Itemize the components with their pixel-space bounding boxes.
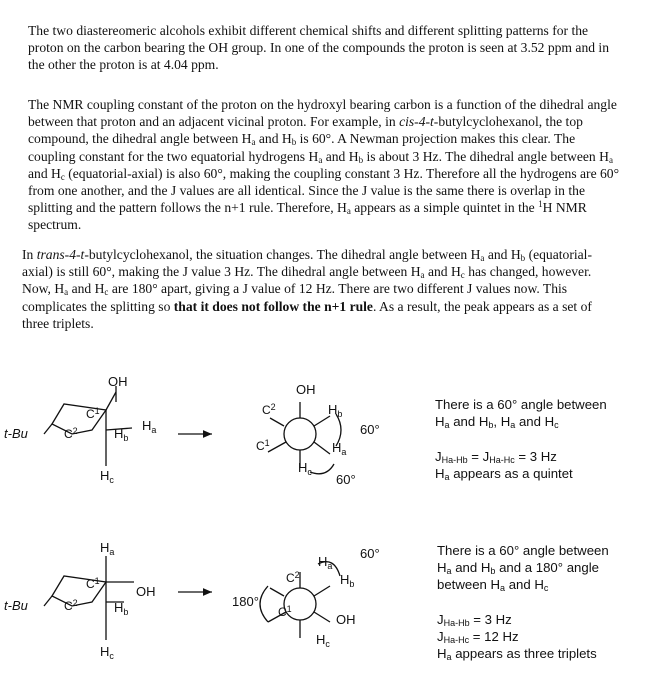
text-run: and H: [484, 247, 521, 262]
hb-label: $H_b$: [114, 426, 129, 443]
text-run: (equatorial-axial) is also 60°, making the coupling constant 3 Hz. Therefore all the hydrogens are 60° from one another, and the J values are all identical. Since the J value is the same there is overlap in the splitting and the pattern follows the n+1 rule. Therefore, H: [28, 165, 620, 216]
c2-label: $C^2$: [262, 402, 276, 417]
subscript: a: [480, 253, 485, 263]
hc-label: $H_c$: [100, 468, 114, 485]
tbu-label: t-Bu: [4, 426, 28, 441]
note-line: $H_a$ and $H_b$ and a 180° angle: [437, 560, 599, 576]
c2-label: $C^2$: [286, 570, 300, 585]
note-line: $H_a$ appears as a quintet: [435, 466, 573, 482]
subscript: a: [318, 154, 323, 165]
bold-emphasis: that it does not follow the n+1 rule: [173, 298, 373, 314]
subscript: a: [251, 137, 256, 148]
oh-label: OH: [296, 382, 316, 397]
trans-chair-labels: [4, 540, 156, 661]
c2-label: $C^2$: [64, 426, 78, 441]
note-line: between $H_a$ and $H_c$: [437, 577, 549, 593]
subscript: c: [60, 171, 65, 182]
trans-compound-name: trans-4-t-: [36, 247, 89, 262]
superscript: 1: [538, 199, 543, 210]
angle-label: 60°: [336, 472, 356, 487]
intro-text: The two diastereomeric alcohols exhibit different chemical shifts and different splitting patterns for the proton on the carbon bearing the OH group. In one of the compounds the proton is seen at 3.52 ppm and in the other the proton is at 4.04 ppm.: [28, 23, 610, 73]
text-run: are 180° apart, giving a J value of 12 Hz. There are two different J values now. This complicates the splitting so: [22, 281, 568, 314]
text-run: butylcyclohexanol, the top compound, the dihedral angle between H: [28, 114, 583, 147]
note-line: $J_{Ha-Hc} = 12$ Hz: [437, 629, 519, 645]
note-line: $J_{Ha-Hb} = J_{Ha-Hc} = 3$ Hz: [435, 449, 557, 465]
ha-label: $H_a$: [100, 540, 115, 557]
c2-label: $C^2$: [64, 598, 78, 613]
text-run: and H: [28, 165, 61, 181]
ha-label: $H_a$: [142, 418, 157, 435]
text-run: is about 3 Hz. The dihedral angle between H: [363, 148, 609, 164]
subscript: a: [64, 287, 69, 298]
c1-label: $C^1$: [256, 438, 270, 453]
trans-summary-note: [437, 542, 649, 662]
c1-label: $C^1$: [278, 604, 292, 619]
hc-label: $H_c$: [316, 632, 330, 649]
oh-label: OH: [136, 584, 156, 599]
angle-label: 60°: [360, 546, 380, 561]
cis-summary-note: [435, 396, 647, 482]
text-run: and H: [255, 131, 292, 147]
text-run: In: [22, 247, 37, 262]
text-run: appears as a simple quintet in the: [350, 200, 539, 216]
cis-compound-name: cis-4-t-: [399, 114, 439, 130]
trans-newman-labels: [232, 546, 380, 649]
note-line: $H_a$ appears as three triplets: [437, 646, 597, 662]
subscript: a: [608, 154, 613, 165]
hb-label: $H_b$: [114, 600, 129, 617]
text-run: (equatorial-axial) is still 60°, making the J value 3 Hz. The dihedral angle between H: [22, 247, 592, 280]
ha-label: $H_a$: [332, 440, 347, 457]
c1-label: $C^1$: [86, 406, 100, 421]
text-run: is 60°. A Newman projection makes this clear. The coupling constant for the two equatorial hydrogens H: [28, 131, 576, 164]
subscript: a: [346, 206, 351, 217]
hc-label: $H_c$: [100, 644, 114, 661]
subscript: b: [358, 154, 364, 165]
subscript: c: [460, 270, 465, 281]
text-run: butylcyclohexanol, the situation changes. The dihedral angle between H: [88, 247, 481, 262]
text-run: and H: [424, 264, 461, 280]
note-line: $J_{Ha-Hb} = 3$ Hz: [437, 612, 512, 628]
cis-chair-labels: [4, 374, 156, 485]
text-run: H NMR spectrum.: [28, 200, 587, 233]
text-run: . As a result, the peak appears as a set of three triplets.: [22, 298, 592, 331]
text-run: and H: [68, 281, 105, 297]
subscript: c: [104, 287, 109, 298]
angle-label: 60°: [360, 422, 380, 437]
trans-explanation-paragraph: [22, 246, 618, 332]
ha-label: $H_a$: [318, 554, 333, 571]
trans-chair-structure: [44, 556, 134, 640]
note-line: There is a 60° angle between: [435, 397, 607, 412]
note-line: There is a 60° angle between: [437, 543, 609, 558]
tbu-label: t-Bu: [4, 598, 28, 613]
subscript: a: [420, 270, 425, 281]
text-run: The NMR coupling constant of the proton on the hydroxyl bearing carbon is a function of the dihedral angle between that proton and an adjacent vicinal proton. For example, in: [28, 97, 617, 130]
intro-paragraph: [28, 22, 624, 74]
c1-label: $C^1$: [86, 576, 100, 591]
subscript: b: [291, 137, 297, 148]
hb-label: $H_b$: [328, 402, 343, 419]
oh-label: OH: [108, 374, 128, 389]
text-run: has changed, however. Now, H: [22, 264, 592, 297]
subscript: b: [520, 253, 526, 263]
cis-explanation-paragraph: [28, 96, 622, 234]
trans-newman-projection: [260, 562, 340, 638]
text-run: and H: [322, 148, 359, 164]
note-line: $H_a$ and $H_b$, $H_a$ and $H_c$: [435, 414, 559, 430]
hb-label: $H_b$: [340, 572, 355, 589]
oh-label: OH: [336, 612, 356, 627]
angle-label: 180°: [232, 594, 259, 609]
cis-newman-labels: [256, 382, 380, 487]
hc-label: $H_c$: [298, 460, 312, 477]
